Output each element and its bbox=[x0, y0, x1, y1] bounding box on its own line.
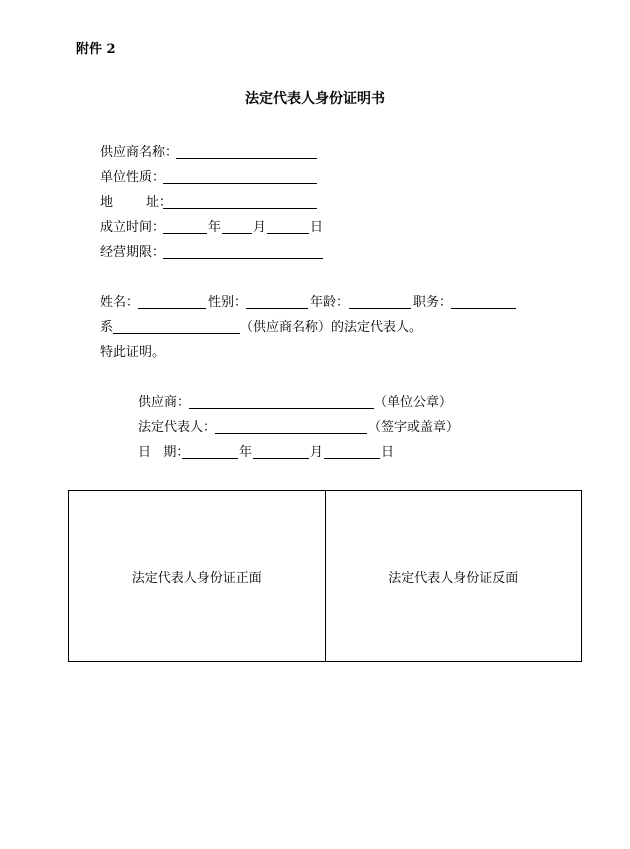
established-day-field[interactable] bbox=[267, 233, 309, 234]
xi-label: 系 bbox=[100, 320, 114, 335]
gender-field[interactable] bbox=[246, 308, 308, 309]
term-label: 经营期限： bbox=[100, 245, 166, 260]
date-day-field[interactable] bbox=[324, 458, 380, 459]
name-field[interactable] bbox=[138, 308, 206, 309]
attachment-label: 附件 2 bbox=[76, 42, 116, 57]
date-month-unit: 月 bbox=[310, 445, 324, 460]
supplier-seal-note: （单位公章） bbox=[374, 395, 453, 410]
document-title: 法定代表人身份证明书 bbox=[245, 91, 385, 107]
supplier-name-field[interactable] bbox=[176, 158, 317, 159]
rep-suffix-text: （供应商名称）的法定代表人。 bbox=[240, 320, 423, 335]
legal-rep-label: 法定代表人： bbox=[138, 420, 217, 435]
unit-nature-label: 单位性质： bbox=[100, 170, 166, 185]
date-day-unit: 日 bbox=[381, 445, 395, 460]
date-label: 日 期： bbox=[138, 445, 190, 460]
established-month-field[interactable] bbox=[222, 233, 252, 234]
supplier-field[interactable] bbox=[189, 408, 374, 409]
unit-nature-field[interactable] bbox=[163, 183, 317, 184]
hereby-text: 特此证明。 bbox=[100, 345, 166, 360]
supplier-label: 供应商： bbox=[138, 395, 191, 410]
established-year-field[interactable] bbox=[163, 233, 207, 234]
position-field[interactable] bbox=[451, 308, 516, 309]
id-card-table bbox=[68, 490, 582, 662]
id-card-back-cell bbox=[325, 491, 582, 661]
term-field[interactable] bbox=[163, 258, 323, 259]
address-field[interactable] bbox=[163, 208, 317, 209]
name-label: 姓名： bbox=[100, 295, 140, 310]
age-field[interactable] bbox=[349, 308, 411, 309]
supplier-name-label: 供应商名称： bbox=[100, 145, 179, 160]
company-name-field[interactable] bbox=[113, 333, 240, 334]
established-label: 成立时间： bbox=[100, 220, 166, 235]
date-month-field[interactable] bbox=[253, 458, 309, 459]
gender-label: 性别： bbox=[208, 295, 248, 310]
legal-rep-note: （签字或盖章） bbox=[368, 420, 460, 435]
id-card-back-label: 法定代表人身份证反面 bbox=[388, 570, 519, 586]
address-label: 地 址： bbox=[100, 195, 173, 210]
established-month-unit: 月 bbox=[253, 220, 267, 235]
established-year-unit: 年 bbox=[208, 220, 222, 235]
legal-rep-field[interactable] bbox=[215, 433, 367, 434]
age-label: 年龄： bbox=[310, 295, 350, 310]
id-card-front-cell bbox=[69, 491, 325, 661]
id-card-front-label: 法定代表人身份证正面 bbox=[131, 570, 262, 586]
date-year-unit: 年 bbox=[239, 445, 253, 460]
established-day-unit: 日 bbox=[310, 220, 324, 235]
position-label: 职务： bbox=[413, 295, 453, 310]
date-year-field[interactable] bbox=[182, 458, 238, 459]
